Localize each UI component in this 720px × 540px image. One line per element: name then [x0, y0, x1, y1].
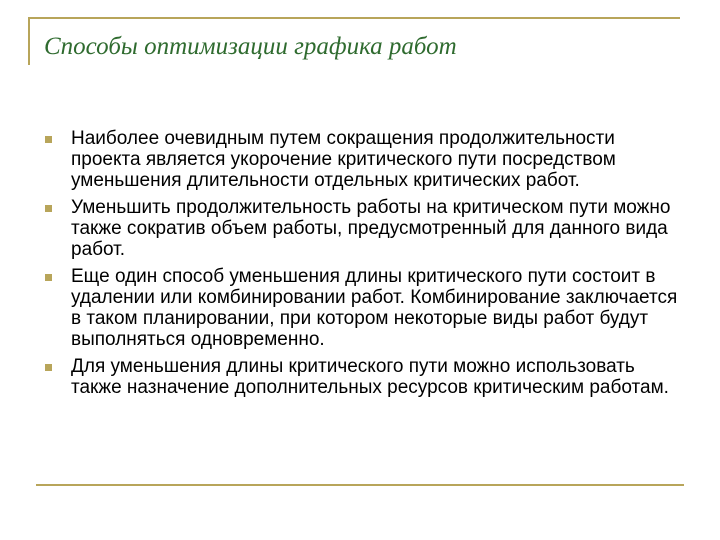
bullet-text: Наиболее очевидным путем сокращения продолжительности проекта является укорочение критического пути посредством уменьшения длительности отдельных критических работ. [71, 128, 616, 191]
square-bullet-icon [45, 205, 52, 212]
square-bullet-icon [45, 364, 52, 371]
bottom-rule [36, 484, 684, 486]
slide-title: Способы оптимизации графика работ [44, 33, 457, 60]
bullet-list [42, 128, 682, 404]
bullet-item [42, 128, 682, 191]
bullet-text: Еще один способ уменьшения длины критического пути состоит в удалении или комбинировании работ. Комбинирование заключается в таком планировании, при котором некоторые виды работ будут выполняться одновременно. [71, 266, 678, 350]
bullet-text: Уменьшить продолжительность работы на критическом пути можно также сократив объем работы, предусмотренный для данного вида работ. [71, 197, 671, 260]
square-bullet-icon [45, 136, 52, 143]
bullet-item [42, 266, 682, 350]
bullet-item [42, 197, 682, 260]
bullet-text: Для уменьшения длины критического пути можно использовать также назначение дополнительных ресурсов критическим работам. [71, 356, 669, 398]
square-bullet-icon [45, 274, 52, 281]
bullet-item [42, 356, 682, 398]
